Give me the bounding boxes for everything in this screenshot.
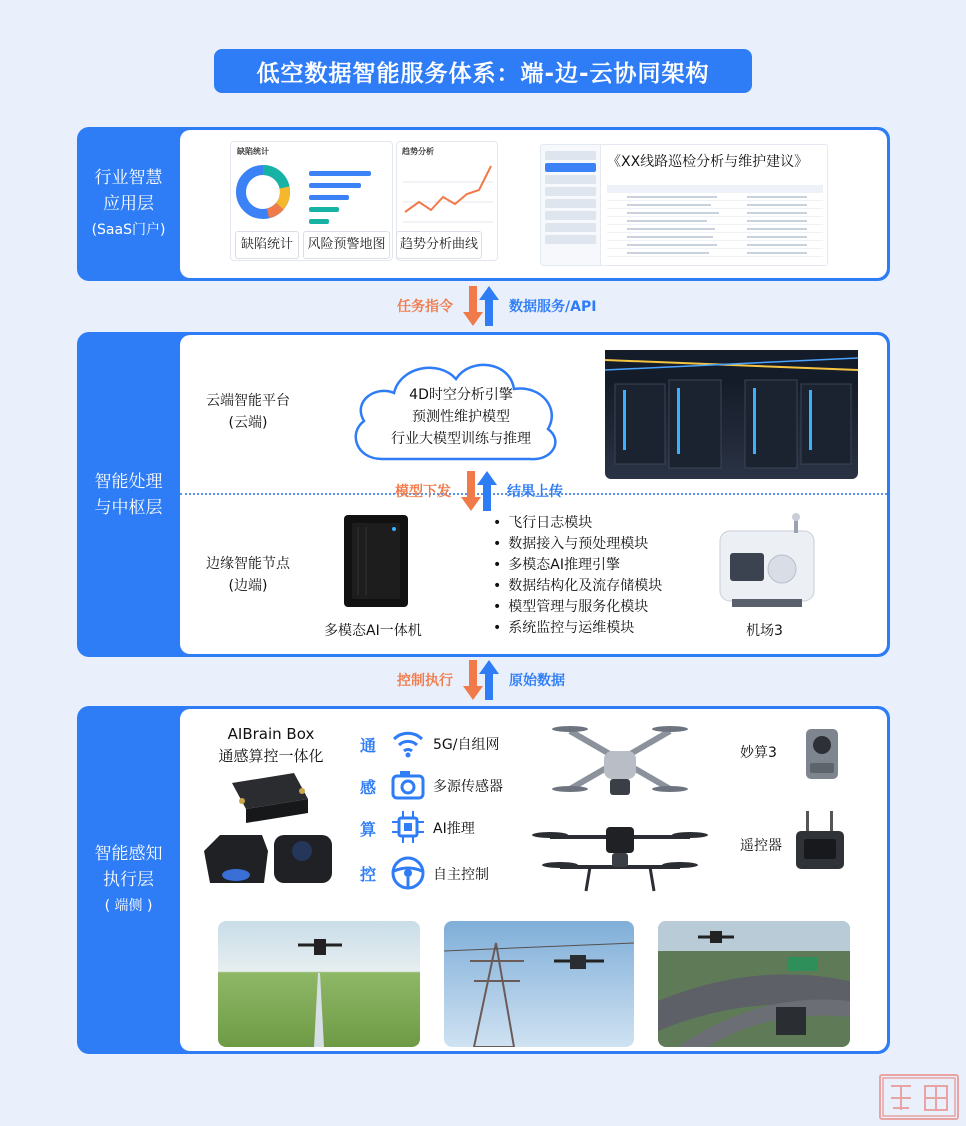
layer-processing-body xyxy=(180,335,887,654)
aibrain-box-image xyxy=(198,771,338,893)
module-item: • 数据接入与预处理模块 xyxy=(493,534,662,555)
ai-machine-image xyxy=(338,513,414,611)
tgsk-char: 算 xyxy=(360,820,377,839)
report-sidebar xyxy=(541,145,601,265)
steering-wheel-icon xyxy=(390,855,426,891)
dashboard-defect-card: 缺陷统计 xyxy=(230,141,393,261)
farm-drone-photo xyxy=(218,921,420,1047)
bidirectional-arrow-icon xyxy=(461,284,501,328)
arrows-saas-processing xyxy=(397,284,596,328)
cloud-capabilities: 4D时空分析引擎 预测性维护模型 行业大模型训练与推理 xyxy=(391,387,531,447)
layer-saas xyxy=(77,127,890,281)
highway-photo xyxy=(658,921,850,1047)
tgsk-char: 控 xyxy=(360,865,377,884)
bidirectional-arrow-icon xyxy=(461,658,501,702)
miaosuan-device-image xyxy=(802,727,842,781)
tgsk-text: 自主控制 xyxy=(433,867,489,883)
layer-terminal-label: 智能感知 执行层 ( 端侧 ) xyxy=(94,844,163,914)
chip-trend-curve[interactable]: 趋势分析曲线 xyxy=(396,231,482,259)
seal-mark-icon xyxy=(881,1076,957,1118)
data-center-image xyxy=(605,350,858,479)
module-item: • 模型管理与服务化模块 xyxy=(493,597,662,618)
layer-saas-body xyxy=(180,130,887,278)
module-item: • 飞行日志模块 xyxy=(493,513,662,534)
tgsk-text: 5G/自组网 xyxy=(433,737,500,753)
drone-image xyxy=(550,719,690,809)
miaosuan-label: 妙算3 xyxy=(740,745,777,761)
dashboard-trend-card: 趋势分析 xyxy=(396,141,498,261)
layer-terminal xyxy=(77,706,890,1054)
remote-controller-image xyxy=(792,809,848,873)
power-line-photo xyxy=(444,921,634,1047)
layer-terminal-body xyxy=(180,709,887,1051)
arrows-model-result xyxy=(395,469,563,513)
bidirectional-arrow-icon xyxy=(459,469,499,513)
drone-dock-image xyxy=(712,513,822,613)
module-item: • 系统监控与运维模块 xyxy=(493,618,662,639)
edge-device-label: 多模态AI一体机 xyxy=(324,623,422,639)
wifi-icon xyxy=(390,725,426,761)
chip-icon xyxy=(390,809,426,845)
arrow-label-data-service: 数据服务/API xyxy=(509,299,597,315)
artist-seal-stamp xyxy=(879,1074,959,1120)
aibrain-box-title: AIBrain Box 通感算控一体化 xyxy=(218,725,324,765)
drone-image xyxy=(530,817,710,897)
report-window xyxy=(540,144,828,266)
layer-processing xyxy=(77,332,890,657)
report-title: 《XX线路巡检分析与维护建议》 xyxy=(607,154,809,170)
airport-label: 机场3 xyxy=(746,623,783,639)
chip-defect-stats[interactable]: 缺陷统计 xyxy=(235,231,299,259)
tgsk-char: 感 xyxy=(360,778,377,797)
module-item: • 多模态AI推理引擎 xyxy=(493,555,662,576)
arrow-label-task: 任务指令 xyxy=(397,299,453,315)
layer-saas-label: 行业智慧 应用层 (SaaS门户) xyxy=(91,168,166,238)
tgsk-char: 通 xyxy=(360,736,377,755)
report-table xyxy=(607,185,823,257)
module-item: • 数据结构化及流存储模块 xyxy=(493,576,662,597)
arrow-label-result-upload: 结果上传 xyxy=(507,484,563,500)
camera-icon xyxy=(390,767,426,803)
arrow-label-control: 控制执行 xyxy=(397,673,453,689)
remote-label: 遥控器 xyxy=(740,838,782,854)
layer-processing-label: 智能处理 与中枢层 xyxy=(94,471,163,518)
edge-module-list xyxy=(493,513,662,639)
chip-risk-map[interactable]: 风险预警地图 xyxy=(303,231,390,259)
arrows-processing-terminal xyxy=(397,658,565,702)
arrow-label-raw-data: 原始数据 xyxy=(509,673,565,689)
page-title: 低空数据智能服务体系：端-边-云协同架构 xyxy=(214,49,752,93)
cloud-platform-label: 云端智能平台 (云端) xyxy=(206,393,290,431)
arrow-label-model-deploy: 模型下发 xyxy=(395,484,451,500)
tgsk-text: AI推理 xyxy=(433,821,475,837)
edge-node-label: 边缘智能节点 (边端) xyxy=(206,556,290,594)
tgsk-text: 多源传感器 xyxy=(433,779,503,795)
